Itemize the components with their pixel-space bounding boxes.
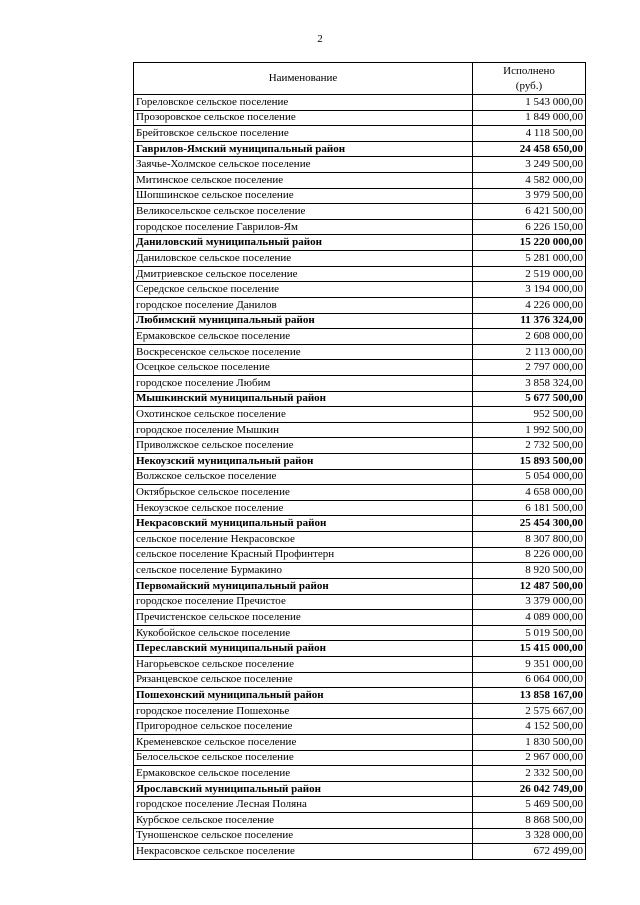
row-name: городское поселение Любим [134,375,473,391]
row-name: Пречистенское сельское поселение [134,610,473,626]
row-name: Митинское сельское поселение [134,173,473,189]
row-amount: 11 376 324,00 [473,313,586,329]
district-row [134,454,586,470]
row-name: Брейтовское сельское поселение [134,126,473,142]
header-executed-unit: (руб.) [515,79,543,92]
row-amount: 4 582 000,00 [473,173,586,189]
row-name: Мышкинский муниципальный район [134,391,473,407]
settlement-row [134,282,586,298]
row-name: Ярославский муниципальный район [134,781,473,797]
row-name: Ермаковское сельское поселение [134,329,473,345]
row-name: Октябрьское сельское поселение [134,485,473,501]
row-name: Охотинское сельское поселение [134,407,473,423]
row-name: Середское сельское поселение [134,282,473,298]
row-amount: 1 849 000,00 [473,110,586,126]
row-name: Любимский муниципальный район [134,313,473,329]
row-name: Приволжское сельское поселение [134,438,473,454]
settlement-row [134,157,586,173]
district-row [134,141,586,157]
settlement-row [134,594,586,610]
row-amount: 2 519 000,00 [473,266,586,282]
row-name: Некоузский муниципальный район [134,454,473,470]
district-row [134,391,586,407]
row-amount: 24 458 650,00 [473,141,586,157]
settlement-row [134,813,586,829]
row-amount: 2 732 500,00 [473,438,586,454]
row-name: сельское поселение Красный Профинтерн [134,547,473,563]
page-number: 2 [317,33,323,45]
row-name: Белосельское сельское поселение [134,750,473,766]
row-amount: 2 332 500,00 [473,766,586,782]
row-amount: 4 089 000,00 [473,610,586,626]
row-amount: 6 064 000,00 [473,672,586,688]
row-name: Воскресенское сельское поселение [134,344,473,360]
settlement-row [134,438,586,454]
row-amount: 952 500,00 [473,407,586,423]
settlement-row [134,360,586,376]
settlement-row [134,219,586,235]
settlement-row [134,469,586,485]
row-name: городское поселение Мышкин [134,422,473,438]
row-amount: 5 469 500,00 [473,797,586,813]
settlement-row [134,719,586,735]
settlement-row [134,672,586,688]
row-name: сельское поселение Бурмакино [134,563,473,579]
row-name: Прозоровское сельское поселение [134,110,473,126]
row-amount: 3 858 324,00 [473,375,586,391]
row-amount: 13 858 167,00 [473,688,586,704]
settlement-row [134,204,586,220]
settlement-row [134,828,586,844]
settlement-row [134,375,586,391]
row-amount: 2 797 000,00 [473,360,586,376]
district-row [134,578,586,594]
settlement-row [134,110,586,126]
row-amount: 3 249 500,00 [473,157,586,173]
row-name: Даниловское сельское поселение [134,251,473,267]
row-name: Шопшинское сельское поселение [134,188,473,204]
district-row [134,781,586,797]
settlement-row [134,532,586,548]
row-name: городское поселение Пречистое [134,594,473,610]
settlement-row [134,625,586,641]
row-name: Курбское сельское поселение [134,813,473,829]
row-name: Гаврилов-Ямский муниципальный район [134,141,473,157]
row-amount: 2 575 667,00 [473,703,586,719]
row-amount: 5 054 000,00 [473,469,586,485]
settlement-row [134,656,586,672]
budget-execution-table [133,62,586,860]
header-executed-label: Исполнено [503,64,555,77]
row-amount: 26 042 749,00 [473,781,586,797]
row-name: Некрасовское сельское поселение [134,844,473,860]
district-row [134,641,586,657]
district-row [134,313,586,329]
row-name: Пригородное сельское поселение [134,719,473,735]
row-name: Нагорьевское сельское поселение [134,656,473,672]
row-amount: 15 220 000,00 [473,235,586,251]
row-amount: 3 979 500,00 [473,188,586,204]
settlement-row [134,500,586,516]
row-name: Переславский муниципальный район [134,641,473,657]
row-name: Кукобойское сельское поселение [134,625,473,641]
settlement-row [134,126,586,142]
row-amount: 672 499,00 [473,844,586,860]
row-name: Некоузское сельское поселение [134,500,473,516]
row-amount: 2 967 000,00 [473,750,586,766]
row-amount: 8 920 500,00 [473,563,586,579]
district-row [134,235,586,251]
row-amount: 5 677 500,00 [473,391,586,407]
row-name: Некрасовский муниципальный район [134,516,473,532]
row-name: Пошехонский муниципальный район [134,688,473,704]
table-body [134,95,586,860]
row-amount: 8 868 500,00 [473,813,586,829]
settlement-row [134,95,586,111]
row-amount: 1 830 500,00 [473,734,586,750]
row-name: Волжское сельское поселение [134,469,473,485]
settlement-row [134,563,586,579]
row-name: городское поселение Данилов [134,297,473,313]
row-amount: 5 019 500,00 [473,625,586,641]
settlement-row [134,703,586,719]
row-amount: 2 113 000,00 [473,344,586,360]
settlement-row [134,734,586,750]
row-name: Даниловский муниципальный район [134,235,473,251]
settlement-row [134,422,586,438]
row-amount: 4 226 000,00 [473,297,586,313]
row-amount: 3 379 000,00 [473,594,586,610]
row-amount: 8 307 800,00 [473,532,586,548]
header-row [134,63,586,95]
header-name: Наименование [134,63,473,95]
settlement-row [134,766,586,782]
row-name: Гореловское сельское поселение [134,95,473,111]
row-amount: 3 328 000,00 [473,828,586,844]
row-name: Дмитриевское сельское поселение [134,266,473,282]
row-amount: 15 893 500,00 [473,454,586,470]
row-name: городское поселение Лесная Поляна [134,797,473,813]
district-row [134,516,586,532]
row-name: сельское поселение Некрасовское [134,532,473,548]
table-header [134,63,586,95]
settlement-row [134,173,586,189]
row-amount: 6 181 500,00 [473,500,586,516]
row-amount: 15 415 000,00 [473,641,586,657]
row-amount: 2 608 000,00 [473,329,586,345]
row-amount: 4 658 000,00 [473,485,586,501]
row-amount: 12 487 500,00 [473,578,586,594]
row-amount: 5 281 000,00 [473,251,586,267]
settlement-row [134,344,586,360]
row-amount: 1 543 000,00 [473,95,586,111]
settlement-row [134,610,586,626]
settlement-row [134,188,586,204]
header-executed [473,63,586,95]
row-name: Кременевское сельское поселение [134,734,473,750]
settlement-row [134,266,586,282]
row-amount: 8 226 000,00 [473,547,586,563]
row-name: Туношенское сельское поселение [134,828,473,844]
row-name: Первомайский муниципальный район [134,578,473,594]
row-name: Великосельское сельское поселение [134,204,473,220]
settlement-row [134,329,586,345]
settlement-row [134,297,586,313]
settlement-row [134,547,586,563]
row-amount: 3 194 000,00 [473,282,586,298]
settlement-row [134,485,586,501]
row-amount: 25 454 300,00 [473,516,586,532]
row-name: Ермаковское сельское поселение [134,766,473,782]
row-amount: 9 351 000,00 [473,656,586,672]
settlement-row [134,251,586,267]
row-amount: 4 118 500,00 [473,126,586,142]
district-row [134,688,586,704]
row-amount: 6 226 150,00 [473,219,586,235]
settlement-row [134,407,586,423]
row-name: Заячье-Холмское сельское поселение [134,157,473,173]
settlement-row [134,750,586,766]
row-amount: 1 992 500,00 [473,422,586,438]
row-amount: 6 421 500,00 [473,204,586,220]
row-name: Рязанцевское сельское поселение [134,672,473,688]
row-amount: 4 152 500,00 [473,719,586,735]
settlement-row [134,844,586,860]
settlement-row [134,797,586,813]
row-name: Осецкое сельское поселение [134,360,473,376]
row-name: городское поселение Пошехонье [134,703,473,719]
row-name: городское поселение Гаврилов-Ям [134,219,473,235]
